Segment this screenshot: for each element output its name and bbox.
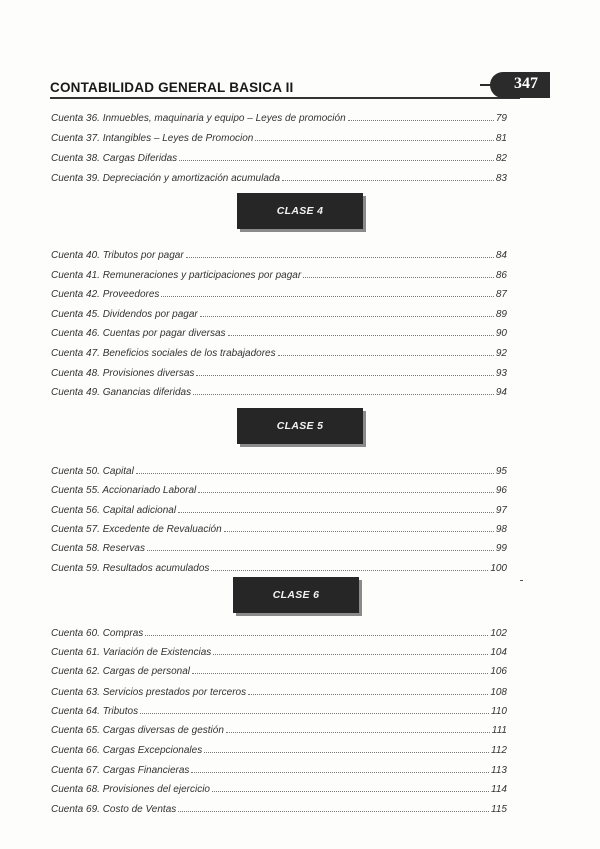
dot-leader <box>192 664 488 674</box>
dot-leader <box>255 131 494 141</box>
entry-page-number: 110 <box>491 706 507 717</box>
toc-entry[interactable] <box>51 287 507 301</box>
dot-leader <box>204 743 489 753</box>
entry-page-number: 104 <box>490 647 507 658</box>
toc-entry[interactable] <box>51 307 507 321</box>
entry-page-number: 94 <box>495 387 507 398</box>
entry-page-number: 108 <box>490 687 507 698</box>
entry-label: Cuenta 56. Capital adicional <box>51 505 177 516</box>
toc-entry[interactable] <box>51 151 507 165</box>
entry-label: Cuenta 39. Depreciación y amortización acumulada <box>51 173 281 184</box>
section-banner: CLASE 4 <box>237 193 363 229</box>
toc-entry[interactable] <box>51 483 507 497</box>
toc-entry[interactable] <box>51 171 507 185</box>
entry-page-number: 82 <box>495 153 507 164</box>
toc-entry[interactable] <box>51 743 507 757</box>
toc-entry[interactable] <box>51 782 507 796</box>
dot-leader <box>161 287 493 297</box>
entry-page-number: 93 <box>495 368 507 379</box>
dot-leader <box>348 111 494 121</box>
dot-leader <box>196 366 493 376</box>
entry-label: Cuenta 69. Costo de Ventas <box>51 804 177 815</box>
entry-label: Cuenta 45. Dividendos por pagar <box>51 309 198 320</box>
dot-leader <box>145 626 488 636</box>
entry-label: Cuenta 62. Cargas de personal <box>51 666 190 677</box>
dot-leader <box>186 248 494 258</box>
dot-leader <box>278 346 494 356</box>
entry-label: Cuenta 60. Compras <box>51 628 144 639</box>
entry-label: Cuenta 37. Intangibles – Leyes de Promocion <box>51 133 254 144</box>
entry-page-number: 97 <box>495 505 507 516</box>
entry-label: Cuenta 65. Cargas diversas de gestión <box>51 725 224 736</box>
dot-leader <box>198 483 494 493</box>
entry-label: Cuenta 59. Resultados acumulados <box>51 563 210 574</box>
entry-page-number: 115 <box>491 804 507 815</box>
entry-label: Cuenta 42. Proveedores <box>51 289 160 300</box>
dot-leader <box>178 503 494 513</box>
entry-page-number: 106 <box>490 666 507 677</box>
toc-entry[interactable] <box>51 561 507 575</box>
dot-leader <box>211 561 488 571</box>
entry-label: Cuenta 48. Provisiones diversas <box>51 368 195 379</box>
toc-entry[interactable] <box>51 385 507 399</box>
toc-entry[interactable] <box>51 111 507 125</box>
dot-leader <box>224 522 494 532</box>
entry-page-number: 112 <box>491 745 507 756</box>
entry-label: Cuenta 40. Tributos por pagar <box>51 250 184 261</box>
entry-label: Cuenta 55. Accionariado Laboral <box>51 485 197 496</box>
dot-leader <box>136 464 494 474</box>
entry-label: Cuenta 57. Excedente de Revaluación <box>51 524 222 535</box>
entry-page-number: 92 <box>495 348 507 359</box>
dot-leader <box>178 802 489 812</box>
entry-page-number: 102 <box>490 628 507 639</box>
entry-label: Cuenta 41. Remuneraciones y participaciones por pagar <box>51 270 302 281</box>
toc-entry[interactable] <box>51 723 507 737</box>
toc-entry[interactable] <box>51 522 507 536</box>
entry-page-number: 96 <box>495 485 507 496</box>
dot-leader <box>248 685 488 695</box>
toc-entry[interactable] <box>51 346 507 360</box>
scan-mark <box>520 580 523 581</box>
entry-page-number: 79 <box>495 113 507 124</box>
toc-entry[interactable] <box>51 541 507 555</box>
toc-entry[interactable] <box>51 802 507 816</box>
entry-page-number: 95 <box>495 466 507 477</box>
toc-entry[interactable] <box>51 664 507 678</box>
toc-entry[interactable] <box>51 704 507 718</box>
toc-entry[interactable] <box>51 645 507 659</box>
entry-page-number: 89 <box>495 309 507 320</box>
entry-page-number: 111 <box>491 725 507 736</box>
entry-page-number: 86 <box>495 270 507 281</box>
book-title: CONTABILIDAD GENERAL BASICA II <box>50 80 294 95</box>
dot-leader <box>179 151 494 161</box>
toc-entry[interactable] <box>51 268 507 282</box>
dot-leader <box>228 326 494 336</box>
entry-page-number: 81 <box>495 133 507 144</box>
dot-leader <box>140 704 489 714</box>
page-number-tab <box>490 72 550 98</box>
dot-leader <box>193 385 494 395</box>
toc-entry[interactable] <box>51 131 507 145</box>
header-rule <box>50 97 520 99</box>
entry-page-number: 99 <box>495 543 507 554</box>
entry-label: Cuenta 64. Tributos <box>51 706 139 717</box>
entry-label: Cuenta 61. Variación de Existencias <box>51 647 212 658</box>
entry-page-number: 100 <box>490 563 507 574</box>
toc-entry[interactable] <box>51 464 507 478</box>
dot-leader <box>226 723 490 733</box>
entry-label: Cuenta 36. Inmuebles, maquinaria y equipo – Leyes de promoción <box>51 113 346 124</box>
dot-leader <box>191 763 489 773</box>
entry-label: Cuenta 49. Ganancias diferidas <box>51 387 192 398</box>
entry-label: Cuenta 47. Beneficios sociales de los trabajadores <box>51 348 276 359</box>
dot-leader <box>147 541 494 551</box>
entry-label: Cuenta 38. Cargas Diferidas <box>51 153 178 164</box>
page-header <box>50 75 550 98</box>
section-banner: CLASE 5 <box>237 408 363 444</box>
entry-label: Cuenta 67. Cargas Financieras <box>51 765 190 776</box>
entry-label: Cuenta 66. Cargas Excepcionales <box>51 745 203 756</box>
entry-page-number: 114 <box>491 784 507 795</box>
dot-leader <box>303 268 494 278</box>
toc-entry[interactable] <box>51 326 507 340</box>
dot-leader <box>200 307 494 317</box>
entry-label: Cuenta 50. Capital <box>51 466 134 477</box>
section-banner: CLASE 6 <box>233 577 359 613</box>
entry-label: Cuenta 46. Cuentas por pagar diversas <box>51 328 226 339</box>
entry-page-number: 90 <box>495 328 507 339</box>
toc-entry[interactable] <box>51 248 507 262</box>
entry-page-number: 83 <box>495 173 507 184</box>
entry-page-number: 84 <box>495 250 507 261</box>
page-number: 347 <box>514 75 538 92</box>
entry-label: Cuenta 58. Reservas <box>51 543 145 554</box>
entry-page-number: 98 <box>495 524 507 535</box>
toc-entry[interactable] <box>51 626 507 640</box>
entry-page-number: 87 <box>495 289 507 300</box>
dot-leader <box>212 782 489 792</box>
toc-entry[interactable] <box>51 763 507 777</box>
entry-label: Cuenta 68. Provisiones del ejercicio <box>51 784 210 795</box>
dot-leader <box>213 645 488 655</box>
toc-entry[interactable] <box>51 366 507 380</box>
toc-entry[interactable] <box>51 503 507 517</box>
entry-label: Cuenta 63. Servicios prestados por terceros <box>51 687 247 698</box>
dot-leader <box>282 171 494 181</box>
toc-entry[interactable] <box>51 685 507 699</box>
entry-page-number: 113 <box>491 765 507 776</box>
